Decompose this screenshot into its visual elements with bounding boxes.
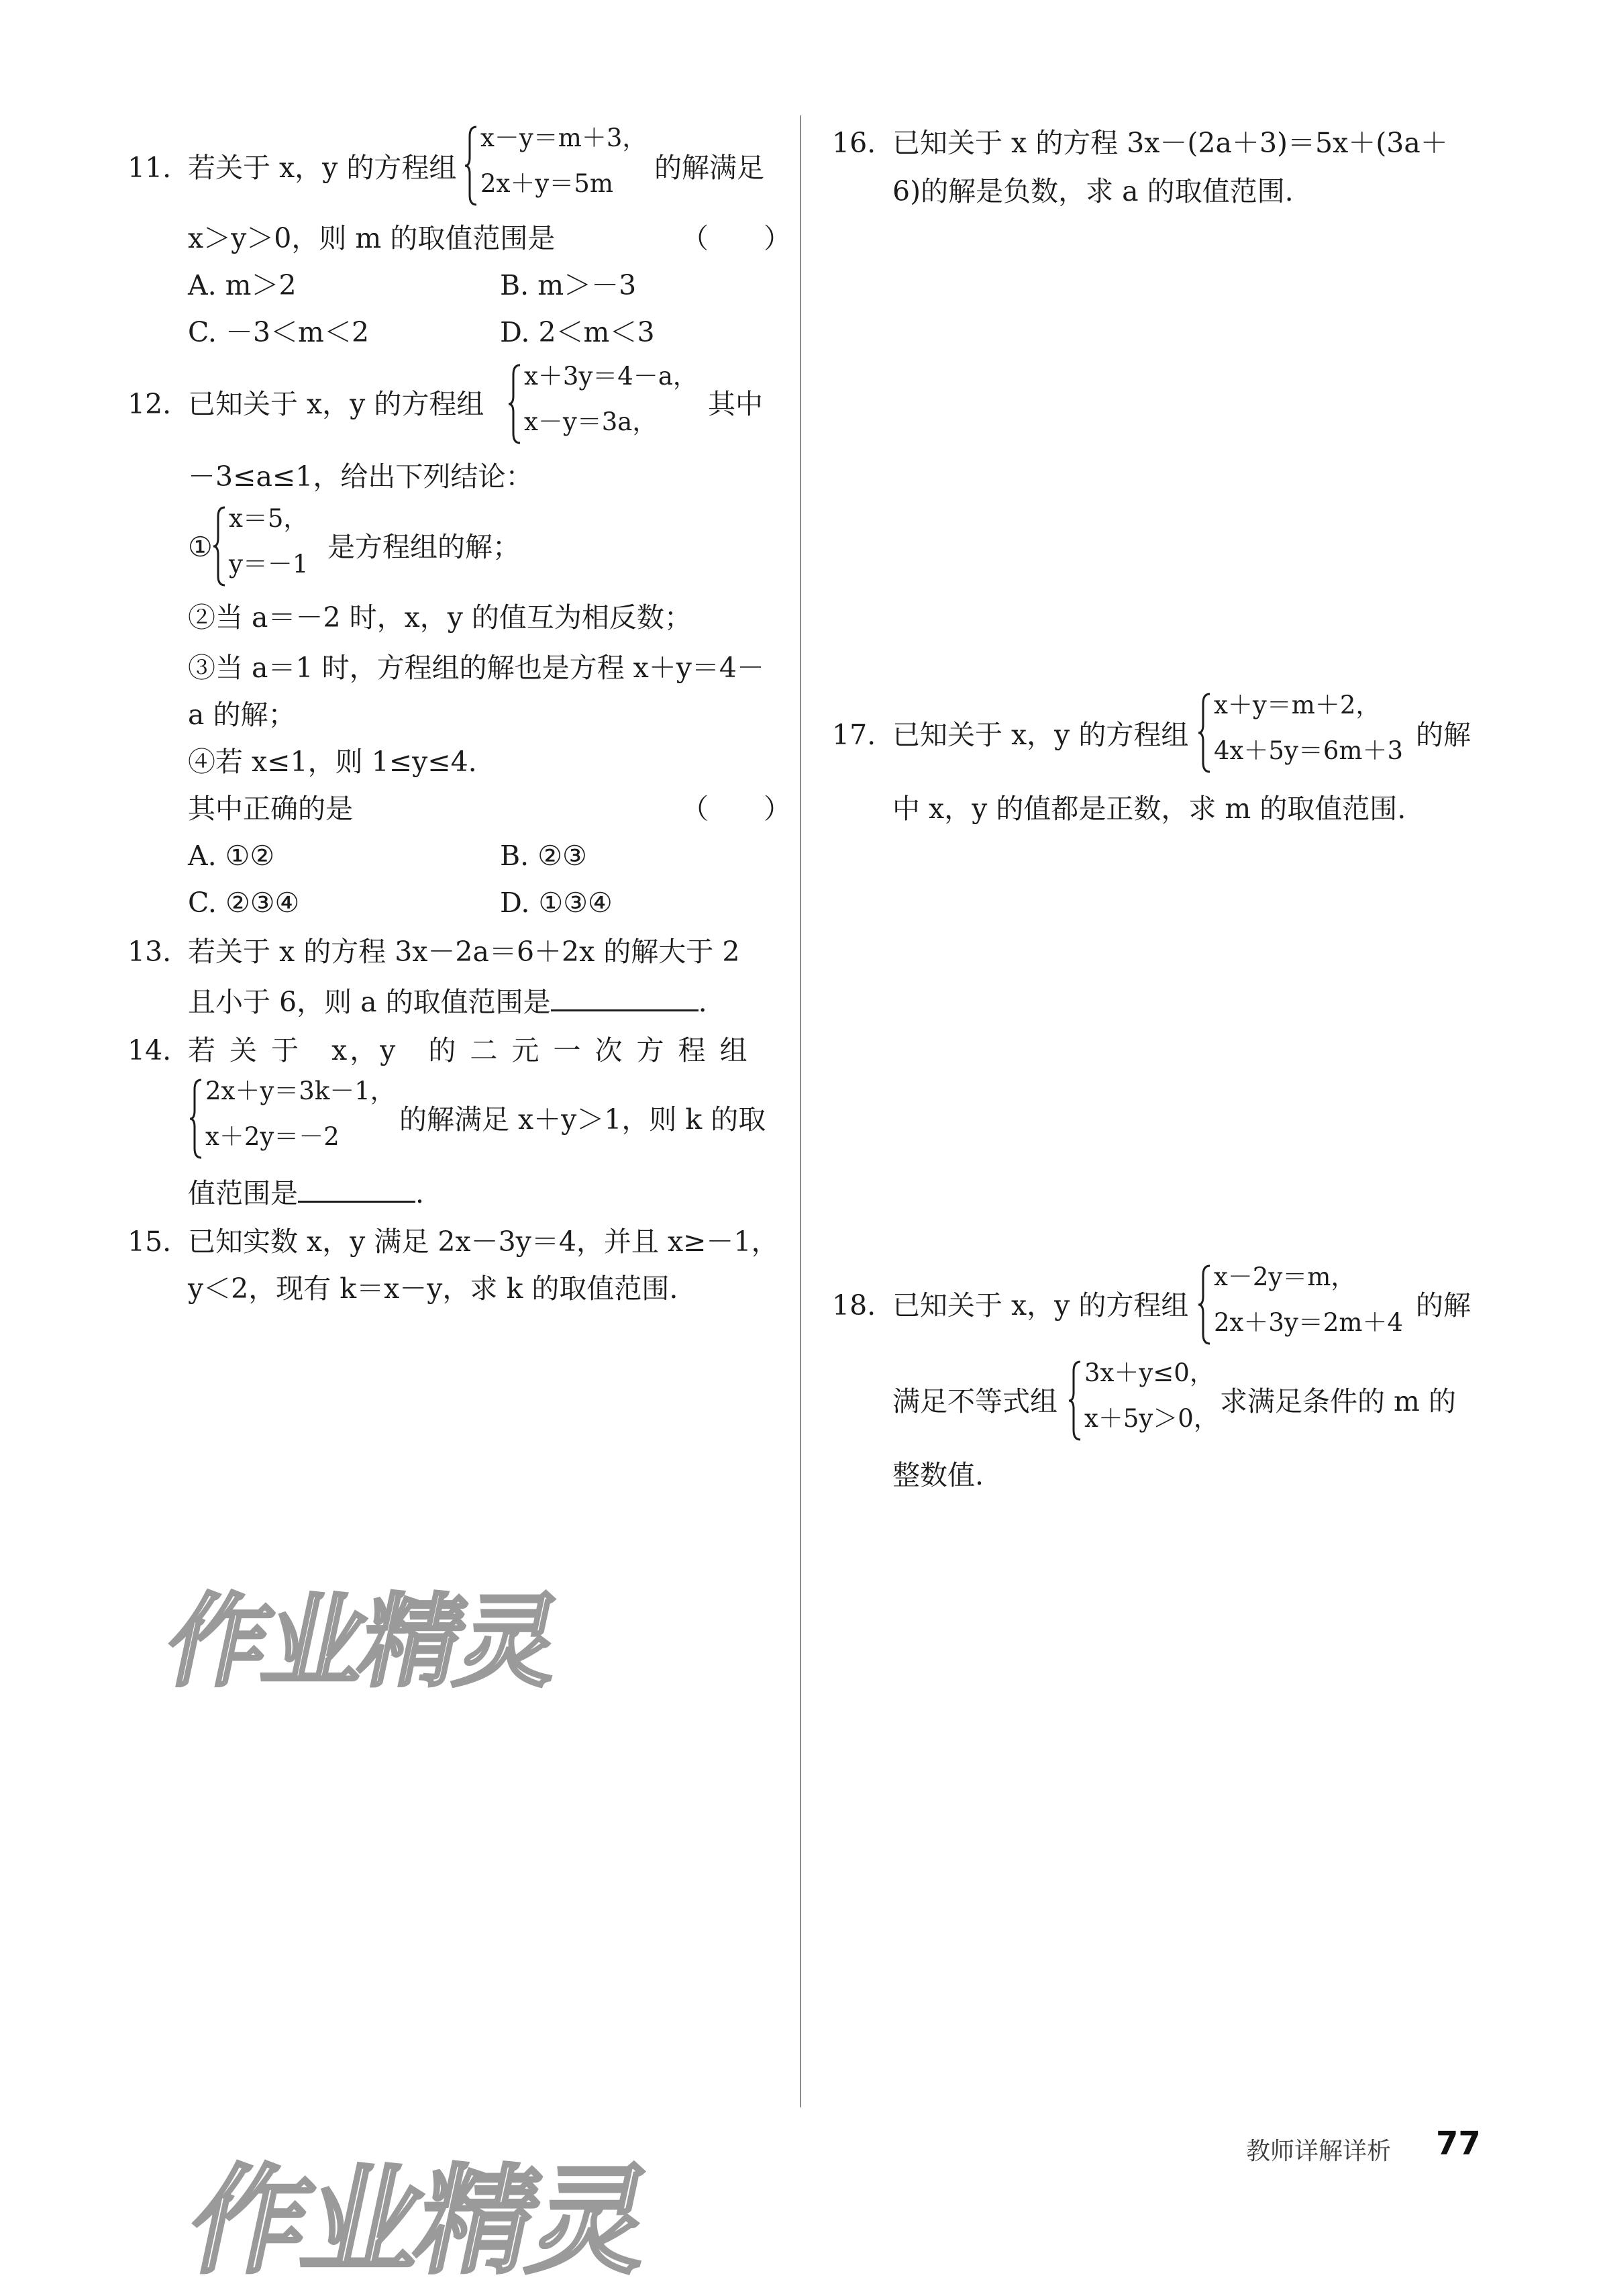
- question-number: 14.: [127, 1034, 172, 1066]
- question-number: 13.: [127, 936, 172, 968]
- equation-line: x－y＝3a，: [524, 407, 658, 436]
- inequality-system: [1067, 1359, 1228, 1446]
- equation-line: y＝－1: [229, 550, 309, 579]
- conclusion-1-mark: ①: [188, 531, 213, 563]
- left-brace-icon: [1196, 691, 1212, 775]
- option-d: D. 2＜m＜3: [500, 316, 655, 348]
- conclusion-4: ④若 x≤1，则 1≤y≤4.: [188, 746, 477, 778]
- footer-label: 教师详解详析: [1246, 2138, 1392, 2165]
- question-stem: x＞y＞0，则 m 的取值范围是: [188, 222, 556, 254]
- equation-line: 4x＋5y＝6m＋3: [1214, 736, 1404, 765]
- equation-system: [463, 124, 664, 211]
- inequality-line: 3x＋y≤0，: [1084, 1358, 1215, 1387]
- question-stem: 的解满足: [654, 152, 764, 184]
- left-brace-icon: [463, 124, 479, 208]
- solution-system: [211, 505, 346, 592]
- column-divider: [800, 115, 801, 2107]
- question-number: 12.: [127, 388, 172, 420]
- question-stem: 已知关于 x，y 的方程组: [188, 388, 484, 420]
- question-stem: 若 关 于 x，y 的 二 元 一 次 方 程 组: [188, 1034, 750, 1066]
- stem-text: 值范围是: [188, 1177, 298, 1209]
- equation-system: [507, 362, 708, 450]
- question-number: 11.: [127, 152, 172, 184]
- equation-system: [188, 1077, 403, 1164]
- answer-paren: （ ）: [681, 222, 791, 254]
- option-d: D. ①③④: [500, 887, 613, 919]
- option-c: C. ②③④: [188, 887, 300, 919]
- question-stem: 已知实数 x，y 满足 2x－3y＝4，并且 x≥－1，: [188, 1226, 779, 1258]
- equation-line: x－y＝m＋3，: [480, 123, 648, 152]
- question-stem: 其中: [708, 388, 763, 420]
- answer-blank[interactable]: [551, 987, 699, 1011]
- question-stem: 的解: [1416, 1289, 1471, 1321]
- equation-line: x－2y＝m，: [1214, 1262, 1356, 1291]
- question-stem: 求满足条件的 m 的: [1220, 1385, 1456, 1417]
- question-number: 16.: [832, 127, 876, 159]
- equation-line: 2x＋3y＝2m＋4: [1214, 1308, 1404, 1337]
- question-stem: 已知关于 x，y 的方程组: [892, 1289, 1189, 1321]
- question-number: 18.: [832, 1289, 876, 1321]
- left-brace-icon: [1196, 1263, 1212, 1347]
- answer-blank[interactable]: [298, 1178, 415, 1203]
- conclusion-2: ②当 a＝－2 时，x，y 的值互为相反数；: [188, 601, 692, 634]
- option-b: B. ②③: [500, 840, 587, 872]
- question-number: 17.: [832, 719, 876, 751]
- left-brace-icon: [188, 1077, 204, 1161]
- page-number: 77: [1436, 2125, 1481, 2162]
- equation-line: x＋2y＝－2: [205, 1122, 340, 1151]
- period: .: [415, 1177, 425, 1209]
- question-stem: y＜2，现有 k＝x－y，求 k 的取值范围.: [188, 1272, 678, 1305]
- left-brace-icon: [507, 362, 523, 446]
- conclusion-1: 是方程组的解；: [327, 531, 520, 563]
- question-stem: －3≤a≤1，给出下列结论：: [188, 460, 533, 493]
- left-brace-icon: [1067, 1359, 1083, 1443]
- option-a: A. ①②: [188, 840, 275, 872]
- question-stem: 满足不等式组: [892, 1385, 1057, 1417]
- equation-system: [1196, 691, 1425, 779]
- equation-line: 2x＋y＝3k－1，: [205, 1077, 395, 1105]
- equation-line: 2x＋y＝5m: [480, 169, 613, 198]
- question-stem: 的解: [1416, 719, 1471, 751]
- question-number: 15.: [127, 1226, 172, 1258]
- conclusion-3-cont: a 的解；: [188, 699, 296, 731]
- stem-text: 且小于 6，则 a 的取值范围是: [188, 986, 551, 1018]
- question-stem: 已知关于 x，y 的方程组: [892, 719, 1189, 751]
- question-stem: 的解满足 x＋y＞1，则 k 的取: [399, 1103, 766, 1136]
- question-stem: 若关于 x 的方程 3x－2a＝6＋2x 的解大于 2: [188, 936, 740, 968]
- answer-paren: （ ）: [681, 793, 791, 825]
- question-stem: 6)的解是负数，求 a 的取值范围.: [892, 175, 1294, 207]
- equation-line: x＝5，: [229, 504, 309, 533]
- conclusion-3: ③当 a＝1 时，方程组的解也是方程 x＋y＝4－: [188, 652, 764, 684]
- option-a: A. m＞2: [188, 269, 297, 301]
- option-c: C. －3＜m＜2: [188, 316, 370, 348]
- question-stem: 整数值.: [892, 1459, 984, 1491]
- question-stem: [188, 1178, 424, 1207]
- equation-line: x＋3y＝4－a，: [524, 362, 698, 391]
- equation-line: x＋y＝m＋2，: [1214, 691, 1381, 719]
- period: .: [698, 986, 707, 1018]
- question-stem: 中 x，y 的值都是正数，求 m 的取值范围.: [892, 793, 1406, 825]
- left-brace-icon: [211, 505, 227, 589]
- question-stem: [188, 987, 707, 1016]
- equation-system: [1196, 1263, 1425, 1350]
- question-stem: 已知关于 x 的方程 3x－(2a＋3)＝5x＋(3a＋: [892, 127, 1448, 159]
- question-ask: 其中正确的是: [188, 793, 353, 825]
- question-stem: 若关于 x，y 的方程组: [188, 152, 457, 184]
- option-b: B. m＞－3: [500, 269, 637, 301]
- watermark-logo: 作业精灵: [178, 2154, 661, 2290]
- watermark-logo: 作业精灵: [156, 1584, 568, 1701]
- inequality-line: x＋5y＞0，: [1084, 1404, 1219, 1433]
